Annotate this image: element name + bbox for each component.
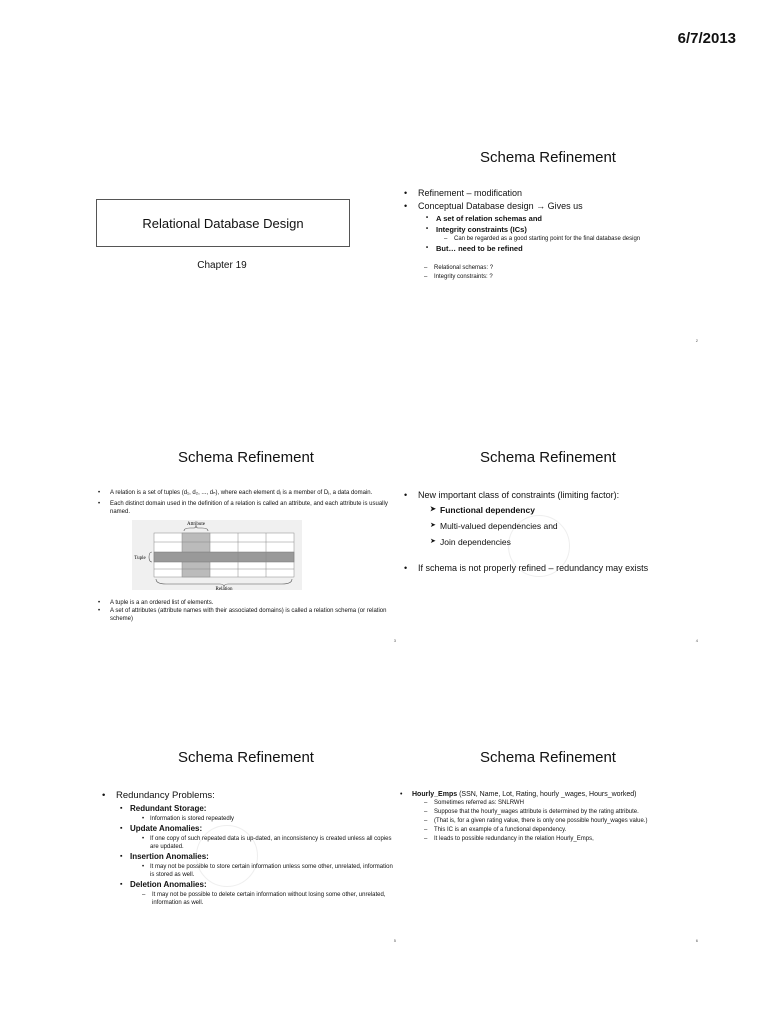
bullet: • A set of attributes (attribute names with their associated domains) is called a relation schema (or relation scheme) [96, 607, 396, 623]
slide-content [96, 789, 396, 907]
relation-label: Relation [215, 587, 233, 590]
sub-bullet: • But… need to be refined [398, 243, 698, 254]
attribute-label: Attribute [186, 522, 206, 527]
bullet: • A tuple is a an ordered list of elements. [96, 599, 396, 607]
relation-name: Hourly_Emps [412, 791, 458, 798]
bullet: • A relation is a set of tuples (d₁, d₂, ..., dₙ), where each element dⱼ is a member of Dⱼ, a data domain. [96, 489, 396, 497]
detail-item: • If one copy of such repeated data is up-dated, an inconsistency is created unless all copies are updated. [96, 835, 396, 851]
slide-title: Schema Refinement [480, 449, 616, 466]
slide-3 [96, 445, 396, 675]
sub-bullet: • A set of relation schemas and [398, 213, 698, 224]
relation-attrs: (SSN, Name, Lot, Rating, hourly _wages, Hours_worked) [457, 791, 637, 798]
slide-title: Relational Database Design [142, 215, 304, 231]
slide-2 [398, 145, 698, 375]
bullet: • Redundancy Problems: [96, 789, 396, 803]
dash-item: – Sometimes referred as: SNLRWH [398, 799, 698, 808]
slide-1 [96, 145, 396, 375]
slide-content [398, 187, 698, 282]
slide-5 [96, 745, 396, 975]
page-number: 3 [393, 638, 396, 643]
arrow-item: ➤ Multi-valued dependencies and [398, 518, 698, 534]
slide-title: Schema Refinement [178, 749, 314, 766]
dash-item: – Integrity constraints: ? [398, 273, 698, 282]
sub-sub-item: – Can be regarded as a good starting point for the final database design [398, 235, 698, 243]
slide-6 [398, 745, 698, 975]
detail-item: • It may not be possible to store certain information unless some other, unrelated, information is stored as well. [96, 863, 396, 879]
sub-bullet: ▪ Insertion Anomalies: [96, 851, 396, 863]
page-number: 2 [695, 338, 698, 343]
page-number: 5 [393, 938, 396, 943]
page-number: 4 [695, 638, 698, 643]
sub-bullet: ▪ Deletion Anomalies: [96, 879, 396, 891]
sub-bullet: ▪ Update Anomalies: [96, 823, 396, 835]
bullet: • Each distinct domain used in the definition of a relation is called an attribute, and each attribute is usually named. [96, 500, 396, 516]
sub-bullet: ▪ Redundant Storage: [96, 803, 396, 815]
relation-figure [132, 520, 302, 590]
bullet: • New important class of constraints (limiting factor): [398, 489, 698, 502]
dash-item: – This IC is an example of a functional dependency. [398, 826, 698, 835]
dash-item-cont: – (That is, for a given rating value, there is only one possible hourly_wages value.) [398, 817, 698, 826]
slide-content [398, 489, 698, 575]
detail-item: – It may not be possible to delete certain information without losing some other, unrelated, information as well. [96, 891, 396, 907]
slide-title: Schema Refinement [480, 149, 616, 166]
page-number: 6 [695, 938, 698, 943]
bullet [398, 791, 698, 799]
slide-title-box [96, 199, 350, 247]
slide-4 [398, 445, 698, 675]
bullet: • Conceptual Database design → Gives us [398, 200, 698, 213]
bullet: • If schema is not properly refined – redundancy may exists [398, 562, 698, 575]
detail-item: • Information is stored repeatedly [96, 815, 396, 823]
sub-bullet: • Integrity constraints (ICs) [398, 224, 698, 235]
chapter-label: Chapter 19 [197, 260, 247, 271]
dash-item: – Relational schemas: ? [398, 264, 698, 273]
dash-item: – It leads to possible redundancy in the relation Hourly_Emps, [398, 835, 698, 844]
arrow-item: ➤ Join dependencies [398, 534, 698, 550]
tuple-label: Tuple [134, 556, 146, 561]
arrow-item: ➤ Functional dependency [398, 502, 698, 518]
slide-title: Schema Refinement [178, 449, 314, 466]
dash-item: – Suppose that the hourly_wages attribute is determined by the rating attribute. [398, 808, 698, 817]
slide-title: Schema Refinement [480, 749, 616, 766]
slide-content [398, 791, 698, 844]
date-header: 6/7/2013 [677, 30, 736, 47]
slide-content [96, 489, 396, 623]
bullet: • Refinement – modification [398, 187, 698, 200]
